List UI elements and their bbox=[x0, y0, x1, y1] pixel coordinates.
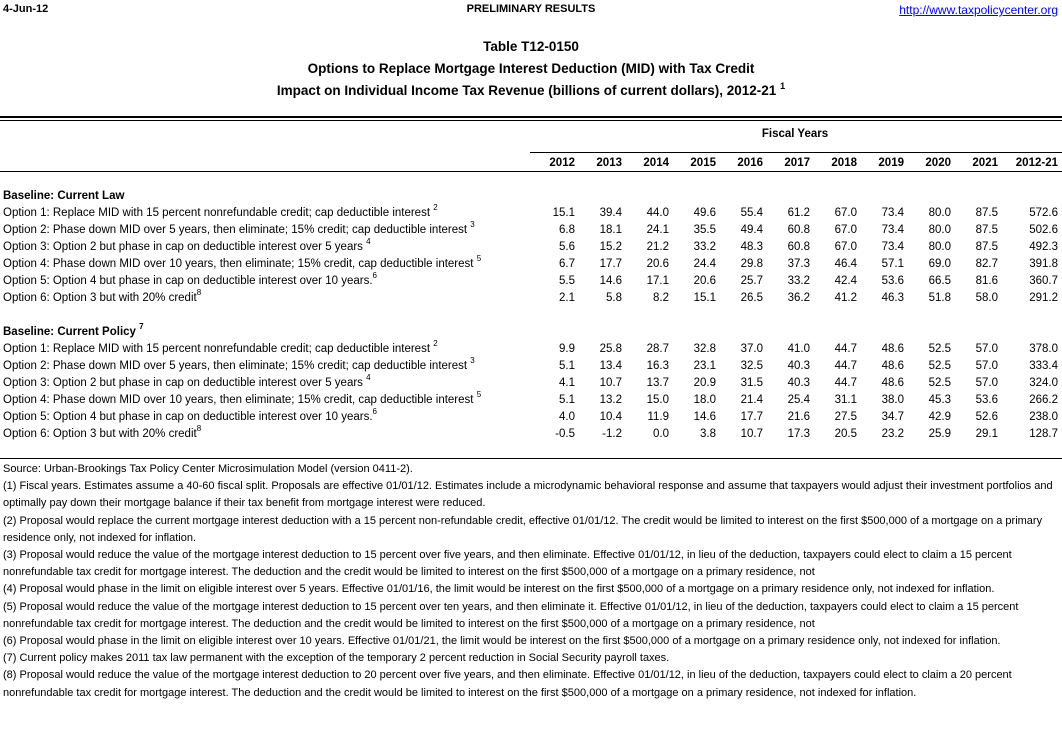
value-cell: 48.3 bbox=[740, 241, 763, 253]
value-cell: 13.7 bbox=[646, 377, 669, 389]
value-cell: 3.8 bbox=[700, 428, 716, 440]
website-link[interactable]: http://www.taxpolicycenter.org bbox=[899, 3, 1058, 17]
footnote-ref: 7 bbox=[139, 322, 144, 331]
row-label: Option 3: Option 2 but phase in cap on deductible interest over 5 years $^4$ bbox=[3, 237, 371, 253]
table-row bbox=[0, 341, 1058, 358]
value-cell: 46.3 bbox=[881, 292, 904, 304]
section-title: Baseline: Current Policy $^7$ bbox=[3, 322, 144, 338]
column-header: 2021 bbox=[972, 157, 998, 169]
footnote: (2) Proposal would replace the current mortgage interest deduction with a 15 percent non-refundable credit, effective 01/01/12. The credit would be limited to interest on the first $500,000 of a mortgage on a primary residence only, not indexed for inflation. bbox=[3, 514, 1043, 544]
value-cell: 27.5 bbox=[834, 411, 857, 423]
value-cell: 2.1 bbox=[559, 292, 575, 304]
value-cell: 53.6 bbox=[975, 394, 998, 406]
table-row bbox=[0, 409, 1058, 426]
table-row bbox=[0, 375, 1058, 392]
value-cell: 82.7 bbox=[975, 258, 998, 270]
value-cell: 37.3 bbox=[787, 258, 810, 270]
value-cell: 53.6 bbox=[881, 275, 904, 287]
column-header: 2012-21 bbox=[1015, 157, 1058, 169]
value-cell: 20.6 bbox=[693, 275, 716, 287]
value-cell: 9.9 bbox=[559, 343, 575, 355]
value-cell: 44.0 bbox=[646, 207, 669, 219]
value-cell: 81.6 bbox=[975, 275, 998, 287]
value-cell: 67.0 bbox=[834, 207, 857, 219]
value-cell: 60.8 bbox=[787, 241, 810, 253]
value-cell: 14.6 bbox=[693, 411, 716, 423]
value-cell: -0.5 bbox=[555, 428, 575, 440]
fiscal-years-header: Fiscal Years bbox=[761, 128, 829, 140]
value-cell: 502.6 bbox=[1029, 224, 1058, 236]
row-label: Option 4: Phase down MID over 10 years, then eliminate; 15% credit, cap deductible interest $^5$ bbox=[3, 254, 482, 270]
table-row bbox=[0, 222, 1058, 239]
table-titles bbox=[0, 36, 1062, 102]
row-label: Option 2: Phase down MID over 5 years, then eliminate; 15% credit; cap deductible interest $^3$ bbox=[3, 356, 475, 372]
value-cell: 55.4 bbox=[740, 207, 763, 219]
value-cell: 23.2 bbox=[881, 428, 904, 440]
value-cell: 57.0 bbox=[975, 377, 998, 389]
table-id: Table T12-0150 bbox=[483, 39, 579, 54]
column-header: 2017 bbox=[784, 157, 810, 169]
value-cell: 44.7 bbox=[834, 377, 857, 389]
value-cell: 73.4 bbox=[881, 224, 904, 236]
table-title: Options to Replace Mortgage Interest Deduction (MID) with Tax Credit bbox=[307, 61, 755, 76]
table-row bbox=[0, 392, 1058, 409]
top-double-rule bbox=[0, 116, 1062, 118]
footnote-ref: 4 bbox=[366, 373, 371, 382]
footnote-ref: 8 bbox=[196, 288, 202, 297]
value-cell: 45.3 bbox=[928, 394, 951, 406]
value-cell: 6.7 bbox=[559, 258, 575, 270]
value-cell: 44.7 bbox=[834, 343, 857, 355]
row-label: Option 6: Option 3 but with 20% credit$^8$ bbox=[3, 424, 202, 440]
footnote-ref: 5 bbox=[476, 390, 482, 399]
row-label: Option 2: Phase down MID over 5 years, then eliminate; 15% credit; cap deductible interest $^3$ bbox=[3, 220, 475, 236]
value-cell: 378.0 bbox=[1029, 343, 1058, 355]
value-cell: 31.5 bbox=[740, 377, 763, 389]
value-cell: 128.7 bbox=[1029, 428, 1058, 440]
data-table bbox=[0, 188, 1058, 443]
value-cell: 291.2 bbox=[1029, 292, 1058, 304]
header-bottom-rule bbox=[0, 171, 1062, 172]
value-cell: 4.0 bbox=[559, 411, 575, 423]
value-cell: 52.5 bbox=[928, 343, 951, 355]
footnote-ref: 2 bbox=[433, 339, 438, 348]
value-cell: 29.1 bbox=[975, 428, 998, 440]
footnote: (5) Proposal would reduce the value of the mortgage interest deduction to 15 percent over ten years, and then eliminate it. Effective 01/01/12, in lieu of the deduction, taxpayers could elect to claim a 15 percent nonrefundable tax credit for mortgage interest. The deduction and the credit would be limited to interest on the first $500,000 of a mortgage on a primary residence, not bbox=[3, 600, 1019, 630]
value-cell: 52.6 bbox=[975, 411, 998, 423]
value-cell: 23.1 bbox=[693, 360, 716, 372]
footnote-ref: 3 bbox=[470, 356, 475, 365]
section-header-row bbox=[0, 188, 1058, 205]
value-cell: 15.2 bbox=[599, 241, 622, 253]
footnotes bbox=[3, 461, 1058, 702]
section-header-row bbox=[0, 324, 1058, 341]
value-cell: 6.8 bbox=[559, 224, 575, 236]
column-header: 2012 bbox=[549, 157, 575, 169]
value-cell: 52.5 bbox=[928, 360, 951, 372]
table-row bbox=[0, 273, 1058, 290]
table-row bbox=[0, 256, 1058, 273]
value-cell: 37.0 bbox=[740, 343, 763, 355]
footnote-ref: 8 bbox=[196, 424, 202, 433]
row-label: Option 1: Replace MID with 15 percent nonrefundable credit; cap deductible interest $^2$ bbox=[3, 203, 438, 219]
footnote-ref: 6 bbox=[372, 271, 377, 280]
value-cell: 36.2 bbox=[787, 292, 810, 304]
footnote: (1) Fiscal years. Estimates assume a 40-60 fiscal split. Proposals are effective 01/01/12. Estimates include a microdynamic behavioral response and assume that taxpayers would adjust their investment portfolios and optimally pay down their mortgage balance if their tax benefit from mortgage interest were reduced. bbox=[3, 480, 1053, 510]
value-cell: 60.8 bbox=[787, 224, 810, 236]
status-label: PRELIMINARY RESULTS bbox=[466, 3, 596, 15]
footnote: Source: Urban-Brookings Tax Policy Center Microsimulation Model (version 0411-2). bbox=[3, 463, 413, 475]
value-cell: 10.7 bbox=[599, 377, 622, 389]
table-row bbox=[0, 426, 1058, 443]
value-cell: 87.5 bbox=[975, 241, 998, 253]
page-header bbox=[0, 3, 1062, 19]
column-header: 2016 bbox=[737, 157, 763, 169]
value-cell: 13.2 bbox=[599, 394, 622, 406]
fiscal-years-underline bbox=[530, 152, 1062, 153]
row-label: Option 5: Option 4 but phase in cap on deductible interest over 10 years.$^6$ bbox=[3, 407, 377, 423]
value-cell: 67.0 bbox=[834, 241, 857, 253]
column-header: 2018 bbox=[831, 157, 857, 169]
value-cell: 25.8 bbox=[599, 343, 622, 355]
value-cell: 24.4 bbox=[693, 258, 716, 270]
value-cell: 17.7 bbox=[740, 411, 763, 423]
spacer bbox=[0, 307, 1058, 324]
footnote: (8) Proposal would reduce the value of the mortgage interest deduction to 20 percent over five years, and then eliminate. Effective 01/01/12, in lieu of the deduction, taxpayers could elect to claim a 20 percent nonrefundable tax credit for mortgage interest. The deduction and the credit would be limited to interest on the first $500,000 of a mortgage on a primary residence, not indexed for inflation. bbox=[3, 669, 1012, 699]
value-cell: 38.0 bbox=[881, 394, 904, 406]
value-cell: 41.0 bbox=[787, 343, 810, 355]
value-cell: 24.1 bbox=[646, 224, 669, 236]
table-row bbox=[0, 290, 1058, 307]
value-cell: 21.4 bbox=[740, 394, 763, 406]
footnote-ref: 3 bbox=[470, 220, 475, 229]
column-header: 2014 bbox=[643, 157, 669, 169]
value-cell: 5.8 bbox=[606, 292, 622, 304]
table-row bbox=[0, 358, 1058, 375]
value-cell: 492.3 bbox=[1029, 241, 1058, 253]
value-cell: 5.5 bbox=[559, 275, 575, 287]
value-cell: 25.7 bbox=[740, 275, 763, 287]
value-cell: 57.1 bbox=[881, 258, 904, 270]
value-cell: 4.1 bbox=[559, 377, 575, 389]
value-cell: 41.2 bbox=[834, 292, 857, 304]
row-label: Option 3: Option 2 but phase in cap on deductible interest over 5 years $^4$ bbox=[3, 373, 371, 389]
value-cell: 48.6 bbox=[881, 360, 904, 372]
value-cell: 11.9 bbox=[647, 411, 669, 423]
value-cell: 49.6 bbox=[693, 207, 716, 219]
value-cell: 32.8 bbox=[693, 343, 716, 355]
value-cell: 5.1 bbox=[559, 360, 575, 372]
value-cell: 324.0 bbox=[1029, 377, 1058, 389]
value-cell: 13.4 bbox=[599, 360, 622, 372]
footnote-ref: 5 bbox=[476, 254, 482, 263]
value-cell: 21.2 bbox=[646, 241, 669, 253]
top-double-rule-inner bbox=[0, 120, 1062, 121]
value-cell: 17.1 bbox=[646, 275, 669, 287]
spacer-row bbox=[0, 307, 1058, 324]
value-cell: 73.4 bbox=[881, 207, 904, 219]
value-cell: 49.4 bbox=[740, 224, 763, 236]
value-cell: 80.0 bbox=[928, 224, 951, 236]
column-header: 2020 bbox=[925, 157, 951, 169]
row-label: Option 1: Replace MID with 15 percent nonrefundable credit; cap deductible interest $^2$ bbox=[3, 339, 438, 355]
value-cell: 33.2 bbox=[693, 241, 716, 253]
value-cell: 238.0 bbox=[1029, 411, 1058, 423]
value-cell: 17.7 bbox=[599, 258, 622, 270]
value-cell: 57.0 bbox=[975, 343, 998, 355]
footnote: (3) Proposal would reduce the value of the mortgage interest deduction to 15 percent over five years, and then eliminate. Effective 01/01/12, in lieu of the deduction, taxpayers could elect to claim a 15 percent nonrefundable tax credit for mortgage interest. The deduction and the credit would be limited to interest on the first $500,000 of a mortgage on a primary residence, not bbox=[3, 549, 1012, 579]
value-cell: 44.7 bbox=[834, 360, 857, 372]
value-cell: 48.6 bbox=[881, 377, 904, 389]
value-cell: 5.1 bbox=[559, 394, 575, 406]
value-cell: 66.5 bbox=[928, 275, 951, 287]
footnote: (4) Proposal would phase in the limit on eligible interest over 5 years. Effective 01/01/16, the limit would be interest on the first $500,000 of a mortgage on a primary residence only, not indexed for inflation. bbox=[3, 583, 995, 596]
footnote-ref: 4 bbox=[366, 237, 371, 246]
value-cell: 69.0 bbox=[928, 258, 951, 270]
row-label: Option 5: Option 4 but phase in cap on deductible interest over 10 years.$^6$ bbox=[3, 271, 377, 287]
footnote-ref: 6 bbox=[372, 407, 377, 416]
value-cell: 391.8 bbox=[1029, 258, 1058, 270]
report-date: 4-Jun-12 bbox=[3, 3, 49, 15]
value-cell: 61.2 bbox=[787, 207, 810, 219]
value-cell: 360.7 bbox=[1029, 275, 1058, 287]
value-cell: 31.1 bbox=[834, 394, 857, 406]
value-cell: 14.6 bbox=[599, 275, 622, 287]
value-cell: 52.5 bbox=[928, 377, 951, 389]
value-cell: 21.6 bbox=[787, 411, 810, 423]
value-cell: 8.2 bbox=[653, 292, 669, 304]
value-cell: 25.4 bbox=[787, 394, 810, 406]
column-header: 2013 bbox=[596, 157, 622, 169]
value-cell: 16.3 bbox=[646, 360, 669, 372]
value-cell: 20.6 bbox=[646, 258, 669, 270]
value-cell: 80.0 bbox=[928, 207, 951, 219]
table-row bbox=[0, 239, 1058, 256]
value-cell: 42.9 bbox=[928, 411, 951, 423]
value-cell: 58.0 bbox=[975, 292, 998, 304]
value-cell: 29.8 bbox=[740, 258, 763, 270]
value-cell: 67.0 bbox=[834, 224, 857, 236]
value-cell: 10.4 bbox=[599, 411, 622, 423]
value-cell: 57.0 bbox=[975, 360, 998, 372]
value-cell: 87.5 bbox=[975, 224, 998, 236]
value-cell: 32.5 bbox=[740, 360, 763, 372]
column-header: 2019 bbox=[878, 157, 904, 169]
value-cell: 26.5 bbox=[740, 292, 763, 304]
value-cell: 40.3 bbox=[787, 377, 810, 389]
value-cell: 48.6 bbox=[881, 343, 904, 355]
value-cell: -1.2 bbox=[602, 428, 622, 440]
row-label: Option 6: Option 3 but with 20% credit$^8$ bbox=[3, 288, 202, 304]
footnote-ref: 2 bbox=[433, 203, 438, 212]
value-cell: 40.3 bbox=[787, 360, 810, 372]
value-cell: 80.0 bbox=[928, 241, 951, 253]
value-cell: 15.1 bbox=[552, 207, 575, 219]
value-cell: 333.4 bbox=[1029, 360, 1058, 372]
value-cell: 18.0 bbox=[693, 394, 716, 406]
value-cell: 15.1 bbox=[693, 292, 716, 304]
value-cell: 42.4 bbox=[834, 275, 857, 287]
value-cell: 10.7 bbox=[740, 428, 763, 440]
value-cell: 15.0 bbox=[646, 394, 669, 406]
row-label: Option 4: Phase down MID over 10 years, then eliminate; 15% credit, cap deductible interest $^5$ bbox=[3, 390, 482, 406]
value-cell: 18.1 bbox=[599, 224, 622, 236]
value-cell: 17.3 bbox=[787, 428, 810, 440]
value-cell: 46.4 bbox=[834, 258, 857, 270]
value-cell: 51.8 bbox=[928, 292, 951, 304]
value-cell: 73.4 bbox=[881, 241, 904, 253]
value-cell: 25.9 bbox=[928, 428, 951, 440]
section-title: Baseline: Current Law bbox=[3, 190, 125, 202]
table-subtitle: Impact on Individual Income Tax Revenue (billions of current dollars), 2012-21 $^1$ bbox=[276, 81, 786, 98]
footnote-ref: 1 bbox=[780, 81, 786, 91]
footnote: (7) Current policy makes 2011 tax law permanent with the exception of the temporary 2 percent reduction in Social Security payroll taxes. bbox=[3, 652, 670, 665]
table-bottom-rule bbox=[0, 458, 1062, 459]
value-cell: 33.2 bbox=[787, 275, 810, 287]
column-header: 2015 bbox=[690, 157, 716, 169]
value-cell: 39.4 bbox=[599, 207, 622, 219]
value-cell: 572.6 bbox=[1029, 207, 1058, 219]
value-cell: 0.0 bbox=[653, 428, 669, 440]
value-cell: 5.6 bbox=[559, 241, 575, 253]
value-cell: 87.5 bbox=[975, 207, 998, 219]
value-cell: 35.5 bbox=[693, 224, 716, 236]
footnote: (6) Proposal would phase in the limit on eligible interest over 10 years. Effective 01/01/21, the limit would be interest on the first $500,000 of a mortgage on a primary residence only, not indexed for inflation. bbox=[3, 635, 1001, 648]
value-cell: 266.2 bbox=[1029, 394, 1058, 406]
value-cell: 20.5 bbox=[834, 428, 857, 440]
value-cell: 28.7 bbox=[646, 343, 669, 355]
table-row bbox=[0, 205, 1058, 222]
value-cell: 34.7 bbox=[881, 411, 904, 423]
value-cell: 20.9 bbox=[693, 377, 716, 389]
